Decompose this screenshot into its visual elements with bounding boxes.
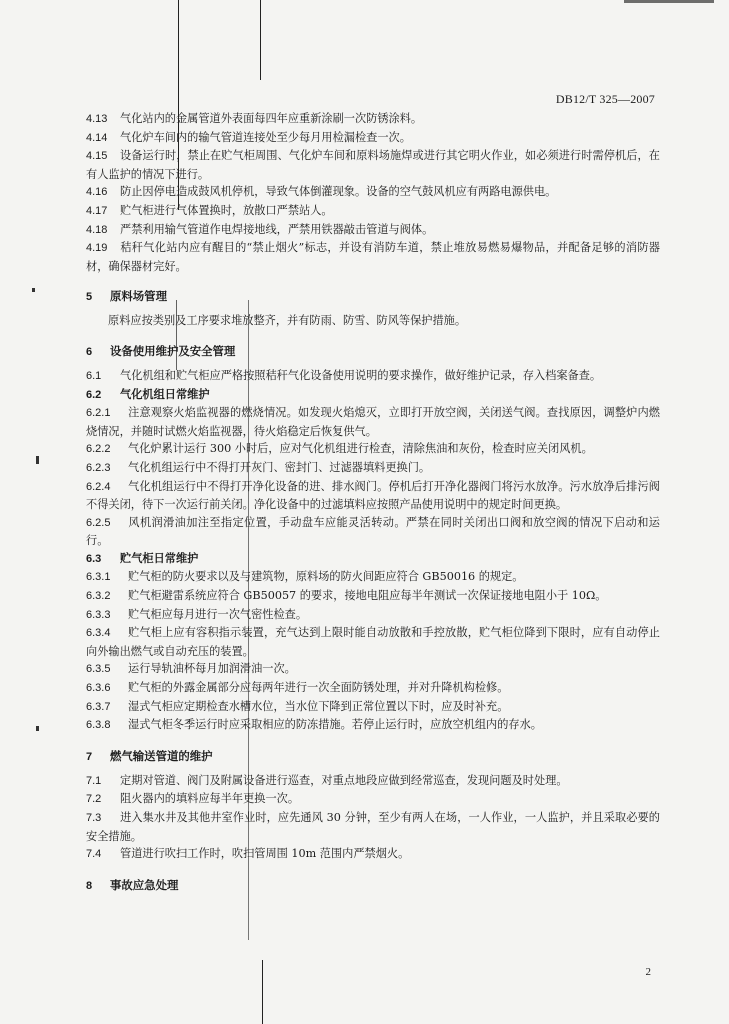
- clause-number: 7.4: [86, 848, 102, 861]
- clause: [86, 514, 660, 550]
- clause: [86, 698, 660, 717]
- clause-number: 5: [86, 291, 93, 304]
- section-heading: [86, 342, 660, 361]
- clause-text: 燃气输送管道的维护: [110, 748, 213, 763]
- clause-number: 7.3: [86, 812, 102, 824]
- clause-text: 气化机组日常维护: [120, 387, 210, 401]
- clause: [86, 845, 660, 864]
- clause-number: 4.16: [86, 186, 108, 199]
- clause-text: 贮气柜上应有容积指示装置，充气达到上限时能自动放散和手控放散，贮气柜位降到下限时，应有自动停止向外输出燃气或自动充压的装置。: [86, 626, 660, 658]
- clause-number: 6.3: [86, 552, 102, 565]
- clause-text: 湿式气柜冬季运行时应采取相应的防冻措施。若停止运行时，应放空机组内的存水。: [128, 718, 542, 732]
- page-number: 2: [645, 966, 651, 978]
- clause-number: 6.3.2: [86, 590, 111, 603]
- clause-number: 4.17: [86, 204, 108, 217]
- clause-text: 秸秆气化站内应有醒目的“禁止烟火”标志，并设有消防车道，禁止堆放易燃易爆物品，并配备足够的消防器材，确保器材完好。: [86, 241, 660, 273]
- clause-number: 6.2.5: [86, 516, 111, 529]
- clause-number: 6.2.2: [86, 443, 111, 456]
- scan-artifact-line: [260, 0, 261, 80]
- clause: [86, 459, 660, 478]
- clause-number: 4.19: [86, 242, 108, 255]
- clause-text: 运行导轨油杯每月加润滑油一次。: [128, 662, 296, 676]
- clause-text: 气化机组运行中不得打开灰门、密封门、过滤器填料更换门。: [128, 460, 431, 474]
- clause: [86, 221, 660, 240]
- clause-text: 原料应按类别及工序要求堆放整齐，并有防雨、防雪、防风等保护措施。: [108, 314, 467, 328]
- clause-number: 4.15: [86, 150, 108, 163]
- clause-text: 设备使用维护及安全管理: [110, 343, 236, 358]
- document-code: DB12/T 325—2007: [555, 92, 655, 106]
- clause: [86, 606, 660, 625]
- clause-text: 注意观察火焰监视器的燃烧情况。如发现火焰熄灭，立即打开放空阀，关闭送气阀。查找原因，调整炉内燃烧情况，并随时试燃火焰监视器，待火焰稳定后恢复供气。: [86, 406, 660, 438]
- document-body: [86, 110, 660, 895]
- clause-text: 贮气柜避雷系统应符合 GB50057 的要求，接地电阻应每半年测试一次保证接地电阻小于 10Ω。: [128, 589, 607, 603]
- clause: [86, 772, 660, 791]
- clause-text: 风机润滑油加注至指定位置，手动盘车应能灵活转动。严禁在同时关闭出口阀和放空阀的情况下启动和运行。: [86, 515, 660, 548]
- clause-text: 定期对管道、阀门及附属设备进行巡查，对重点地段应做到经常巡查，发现问题及时处理。: [120, 773, 568, 787]
- clause: [86, 624, 660, 660]
- clause: [86, 568, 660, 587]
- scan-artifact-mark: [36, 726, 39, 731]
- clause-text: 气化机组运行中不得打开净化设备的进、排水阀门。停机后打开净化器阀门将污水放净。污水放净后排污阀不得关闭，待下一次运行前关闭。净化设备中的过滤填料应按照产品使用说明中的规定时间更换。: [86, 479, 660, 512]
- clause: [86, 129, 660, 148]
- clause: [86, 587, 660, 606]
- section-heading: [86, 747, 660, 766]
- clause-number: 6: [86, 345, 93, 358]
- clause: [86, 147, 660, 183]
- clause-text: 严禁利用输气管道作电焊接地线，严禁用铁器敲击管道与阀体。: [120, 222, 434, 236]
- clause-number: 6.3.8: [86, 719, 111, 732]
- clause-number: 6.3.7: [86, 700, 111, 713]
- scan-artifact-mark: [36, 456, 39, 464]
- scan-artifact-mark: [32, 288, 35, 292]
- clause: [86, 367, 660, 386]
- scan-artifact-mark: [624, 0, 714, 3]
- clause-number: 8: [86, 879, 93, 892]
- clause-number: 6.3.3: [86, 608, 111, 621]
- clause-number: 7.2: [86, 793, 102, 806]
- clause: [86, 440, 660, 459]
- clause: [86, 183, 660, 202]
- clause: [86, 809, 660, 845]
- clause: [86, 716, 660, 735]
- section-heading: [86, 287, 660, 306]
- clause-text: 管道进行吹扫工作时，吹扫管周围 10m 范围内严禁烟火。: [120, 847, 410, 861]
- clause-text: 进入集水井及其他井室作业时，应先通风 30 分钟，至少有两人在场，一人作业，一人监护，并且采取必要的安全措施。: [86, 811, 660, 843]
- clause-number: 6.3.5: [86, 663, 111, 676]
- clause-text: 贮气柜进行气体置换时，放散口严禁站人。: [120, 203, 333, 217]
- clause: [86, 239, 660, 275]
- clause: [86, 679, 660, 698]
- scan-artifact-line: [262, 960, 263, 1024]
- subsection-heading: [86, 550, 660, 569]
- clause-text: 贮气柜应每月进行一次气密性检查。: [128, 607, 308, 621]
- clause-number: 6.3.1: [86, 571, 111, 584]
- clause-number: 6.3.4: [86, 627, 111, 640]
- clause: [86, 660, 660, 679]
- clause-number: 7: [86, 750, 93, 763]
- clause-text: 防止因停电造成鼓风机停机，导致气体倒灌现象。设备的空气鼓风机应有两路电源供电。: [120, 185, 557, 199]
- clause-number: 4.18: [86, 223, 108, 236]
- clause-text: 气化站内的金属管道外表面每四年应重新涂刷一次防锈涂料。: [120, 112, 423, 125]
- clause-number: 6.1: [86, 369, 102, 382]
- paragraph: [86, 312, 660, 330]
- clause: [86, 790, 660, 809]
- clause-text: 气化炉车间内的输气管道连接处至少每月用检漏检查一次。: [120, 130, 411, 144]
- subsection-heading: [86, 386, 660, 405]
- clause-text: 事故应急处理: [110, 877, 179, 892]
- clause-text: 贮气柜日常维护: [120, 551, 199, 565]
- clause: [86, 202, 660, 221]
- clause-text: 贮气柜的防火要求以及与建筑物，原料场的防火间距应符合 GB50016 的规定。: [128, 570, 524, 584]
- clause-number: 6.2.3: [86, 461, 111, 474]
- clause-number: 6.2.4: [86, 480, 111, 493]
- clause-text: 湿式气柜应定期检查水槽水位，当水位下降到正常位置以下时，应及时补充。: [128, 699, 509, 713]
- clause-number: 4.14: [86, 131, 108, 144]
- clause-number: 6.2.1: [86, 407, 111, 420]
- section-heading: [86, 876, 660, 895]
- clause-text: 气化炉累计运行 300 小时后，应对气化机组进行检查，清除焦油和灰份，检查时应关闭风机。: [128, 442, 593, 456]
- clause-text: 阻火器内的填料应每半年更换一次。: [120, 792, 300, 806]
- clause: [86, 404, 660, 440]
- clause-number: 6.2: [86, 388, 102, 401]
- clause-text: 贮气柜的外露金属部分应每两年进行一次全面防锈处理，并对升降机构检修。: [128, 681, 509, 695]
- clause-number: 6.3.6: [86, 682, 111, 695]
- clause-text: 设备运行时，禁止在贮气柜周围、气化炉车间和原料场施焊或进行其它明火作业，如必须进行时需停机后，在有人监护的情况下进行。: [86, 149, 660, 181]
- clause-number: 7.1: [86, 774, 102, 787]
- clause: [86, 110, 660, 129]
- clause-number: 4.13: [86, 113, 108, 125]
- clause: [86, 478, 660, 514]
- clause-text: 气化机组和贮气柜应严格按照秸秆气化设备使用说明的要求操作，做好维护记录，存入档案备查。: [120, 368, 602, 382]
- clause-text: 原料场管理: [110, 289, 167, 304]
